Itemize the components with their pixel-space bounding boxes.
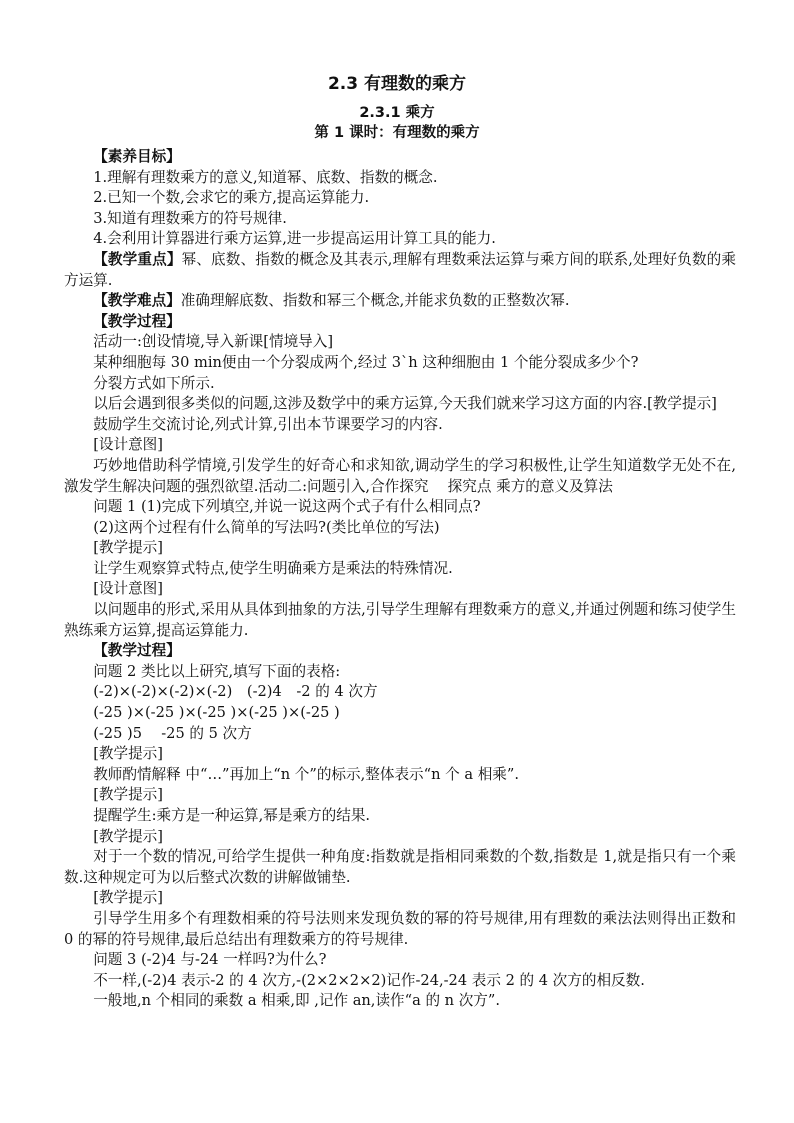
answer-three: 不一样,(-2)4 表示-2 的 4 次方,-(2×2×2×2)记作-24,-24 表示 2 的 4 次方的相反数. — [93, 971, 645, 989]
question-one-part-one: 问题 1 (1)完成下列填空,并说一说这两个式子有什么相同点? — [93, 498, 481, 516]
expression-line: (-25 )5 -25 的 5 次方 — [93, 724, 252, 742]
expression-line: (-25 )×(-25 )×(-25 )×(-25 )×(-25 ) — [93, 704, 340, 722]
teaching-tip-label: [教学提示] — [93, 827, 163, 845]
design-intent-label: [设计意图] — [93, 436, 163, 454]
goal-item: 3.知道有理数乘方的符号规律. — [93, 209, 287, 227]
teaching-tip-label: [教学提示] — [93, 889, 163, 907]
goal-item: 1.理解有理数乘方的意义,知道幂、底数、指数的概念. — [93, 168, 438, 186]
key-points-label: 【教学重点】 — [93, 250, 182, 268]
teaching-tip-label: [教学提示] — [93, 745, 163, 763]
process-heading: 【教学过程】 — [93, 312, 181, 330]
key-points-paragraph — [64, 250, 736, 291]
question-two: 问题 2 类比以上研究,填写下面的表格: — [93, 662, 341, 680]
activity-one: 活动一:创设情境,导入新课[情境导入] — [93, 333, 334, 351]
teaching-tip-text: 让学生观察算式特点,使学生明确乘方是乘法的特殊情况. — [93, 559, 453, 577]
design-intent-text: 巧妙地借助科学情境,引发学生的好奇心和求知欲,调动学生的学习积极性,让学生知道数学无处不在,激发学生解决问题的强烈欲望.活动二:问题引入,合作探究 探究点 乘方的意义及算法 — [64, 456, 736, 495]
teaching-tip-label: [教学提示] — [93, 786, 163, 804]
teaching-tip-text: 引导学生用多个有理数相乘的符号法则来发现负数的幂的符号规律,用有理数的乘法法则得出正数和 0 的幂的符号规律,最后总结出有理数乘方的符号规律. — [64, 909, 736, 948]
page-title: 2.3 有理数的乘方 — [327, 74, 467, 94]
scenario-text: 某种细胞每 30 min便由一个分裂成两个,经过 3`h 这种细胞由 1 个能分裂成多少个? — [93, 353, 639, 371]
encourage-text: 鼓励学生交流讨论,列式计算,引出本节课要学习的内容. — [93, 415, 443, 433]
design-intent-text: 以问题串的形式,采用从具体到抽象的方法,引导学生理解有理数乘方的意义,并通过例题和练习使学生熟练乘方运算,提高运算能力. — [64, 601, 736, 639]
expression-line: (-2)×(-2)×(-2)×(-2) (-2)4 -2 的 4 次方 — [93, 683, 378, 701]
teaching-tip-label: [教学提示] — [93, 539, 163, 557]
design-intent-label: [设计意图] — [93, 580, 163, 598]
split-note: 分裂方式如下所示. — [93, 374, 215, 392]
goal-item: 2.已知一个数,会求它的乘方,提高运算能力. — [93, 189, 370, 207]
general-definition: 一般地,n 个相同的乘数 a 相乘,即 ,记作 an,读作“a 的 n 次方”. — [93, 992, 500, 1010]
teaching-tip-text: 对于一个数的情况,可给学生提供一种角度:指数就是指相同乘数的个数,指数是 1,就是指只有一个乘数.这种规定可为以后整式次数的讲解做铺垫. — [64, 848, 736, 886]
difficulty-paragraph — [64, 291, 736, 312]
difficulty-text: 准确理解底数、指数和幂三个概念,并能求负数的正整数次幂. — [180, 292, 570, 310]
question-three: 问题 3 (-2)4 与-24 一样吗?为什么? — [93, 951, 327, 969]
document-body — [64, 147, 736, 1012]
goal-item: 4.会利用计算器进行乘方运算,进一步提高运用计算工具的能力. — [93, 230, 496, 248]
process-heading-second: 【教学过程】 — [93, 642, 181, 660]
lesson-title: 第 1 课时：有理数的乘方 — [314, 125, 480, 141]
section-subtitle: 2.3.1 乘方 — [359, 105, 435, 121]
question-one-part-two: (2)这两个过程有什么简单的写法吗?(类比单位的写法) — [93, 518, 440, 536]
intro-text: 以后会遇到很多类似的问题,这涉及数学中的乘方运算,今天我们就来学习这方面的内容.[教学提示] — [93, 395, 717, 413]
difficulty-label: 【教学难点】 — [93, 292, 181, 310]
teaching-tip-text: 提醒学生:乘方是一种运算,幂是乘方的结果. — [93, 807, 371, 824]
key-points-text: 幂、底数、指数的概念及其表示,理解有理数乘法运算与乘方间的联系,处理好负数的乘方运算. — [64, 250, 736, 289]
teaching-tip-text: 教师酌情解释 中“…”再加上“n 个”的标示,整体表示“n 个 a 相乘”. — [93, 765, 519, 783]
goals-heading: 【素养目标】 — [93, 148, 181, 165]
